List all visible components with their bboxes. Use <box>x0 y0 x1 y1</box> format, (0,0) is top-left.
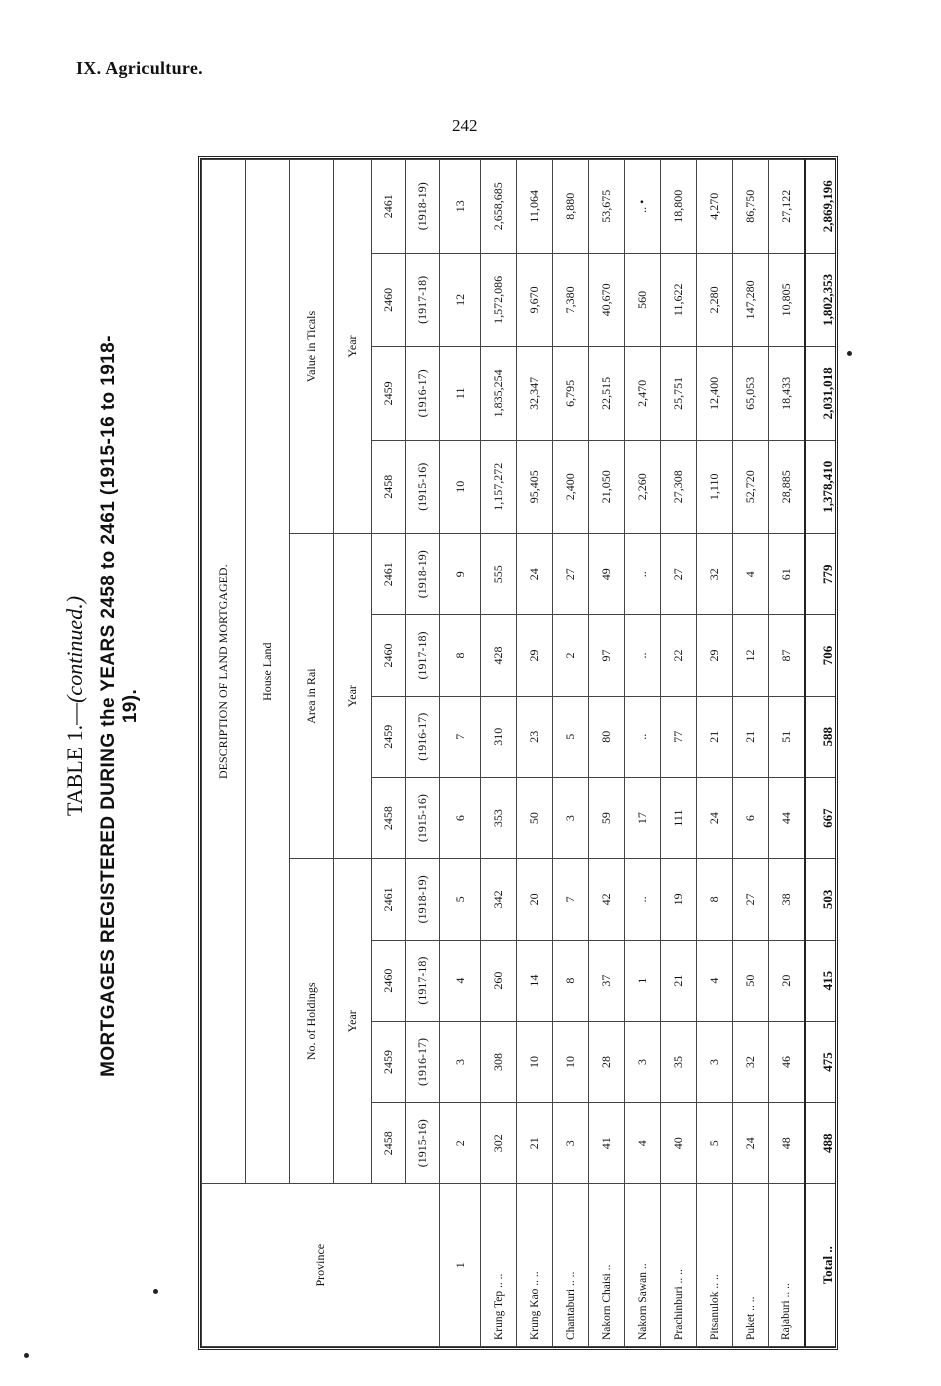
holdings-cell: 14 <box>517 940 553 1021</box>
value-cell: 2,658,685 <box>481 160 517 254</box>
holdings-cell: 302 <box>481 1103 517 1184</box>
value-year-ce: (1917-18) <box>406 253 440 346</box>
table-row <box>517 160 553 1347</box>
holdings-year-ce: (1917-18) <box>406 940 440 1021</box>
area-group-header: Area in Rai <box>290 534 334 859</box>
area-cell: 29 <box>697 615 733 696</box>
value-year-ce: (1918-19) <box>406 160 440 254</box>
value-cell: 8,880 <box>553 160 589 254</box>
holdings-cell: 21 <box>517 1103 553 1184</box>
area-year-ce: (1917-18) <box>406 615 440 696</box>
holdings-cell: 27 <box>733 859 769 940</box>
area-year-ce: (1915-16) <box>406 777 440 858</box>
holdings-cell: 19 <box>661 859 697 940</box>
value-cell: 4,270 <box>697 160 733 254</box>
value-cell: 560 <box>625 253 661 346</box>
value-cell: 95,405 <box>517 440 553 533</box>
area-cell: 27 <box>661 534 697 615</box>
caption-table-number: TABLE 1.— <box>62 702 87 817</box>
area-cell: 111 <box>661 777 697 858</box>
value-cell: 7,380 <box>553 253 589 346</box>
value-cell: 65,053 <box>733 347 769 440</box>
province-name: Chantaburi .. .. <box>553 1184 589 1347</box>
area-cell: 17 <box>625 777 661 858</box>
value-cell: 21,050 <box>589 440 625 533</box>
area-cell: 61 <box>769 534 805 615</box>
column-number: 1 <box>440 1184 481 1347</box>
mortgage-table <box>201 159 838 1347</box>
holdings-cell: 7 <box>553 859 589 940</box>
table-row <box>769 160 805 1347</box>
holdings-year-be: 2461 <box>372 859 406 940</box>
area-year-be: 2458 <box>372 777 406 858</box>
value-year-ce: (1916-17) <box>406 347 440 440</box>
value-cell: 86,750 <box>733 160 769 254</box>
value-cell: 2,260 <box>625 440 661 533</box>
table-row <box>625 160 661 1347</box>
area-cell: 428 <box>481 615 517 696</box>
value-cell: 9,670 <box>517 253 553 346</box>
column-number: 8 <box>440 615 481 696</box>
holdings-group-header: No. of Holdings <box>290 859 334 1184</box>
holdings-cell: 40 <box>661 1103 697 1184</box>
column-number: 6 <box>440 777 481 858</box>
value-cell: 22,515 <box>589 347 625 440</box>
area-cell: .. <box>625 534 661 615</box>
holdings-cell: 5 <box>697 1103 733 1184</box>
area-cell: 44 <box>769 777 805 858</box>
total-area-cell: 588 <box>805 696 839 777</box>
holdings-cell: 20 <box>517 859 553 940</box>
total-holdings-cell: 503 <box>805 859 839 940</box>
province-name: Nakorn Sawan .. <box>625 1184 661 1347</box>
area-year-ce: (1916-17) <box>406 696 440 777</box>
section-heading: IX. Agriculture. <box>76 58 203 78</box>
total-value-cell: 1,802,353 <box>805 253 839 346</box>
area-cell: 49 <box>589 534 625 615</box>
column-number: 3 <box>440 1021 481 1102</box>
value-cell: 53,675 <box>589 160 625 254</box>
value-cell: 1,572,086 <box>481 253 517 346</box>
value-cell: 28,885 <box>769 440 805 533</box>
total-label: Total .. <box>805 1184 839 1347</box>
value-cell: 6,795 <box>553 347 589 440</box>
area-year-label: Year <box>334 534 372 859</box>
value-year-be: 2459 <box>372 347 406 440</box>
holdings-cell: 50 <box>733 940 769 1021</box>
column-number: 13 <box>440 160 481 254</box>
holdings-cell: 308 <box>481 1021 517 1102</box>
description-header: DESCRIPTION OF LAND MORTGAGED. <box>202 160 246 1184</box>
province-name: Nakorn Chaisi .. <box>589 1184 625 1347</box>
table-caption <box>62 326 142 1086</box>
holdings-year-ce: (1916-17) <box>406 1021 440 1102</box>
area-cell: .. <box>625 696 661 777</box>
value-cell: 10,805 <box>769 253 805 346</box>
province-name: Puket .. .. <box>733 1184 769 1347</box>
caption-continued: (continued.) <box>62 595 87 703</box>
province-name: Rajaburi .. .. <box>769 1184 805 1347</box>
value-cell: 2,280 <box>697 253 733 346</box>
house-land-header: House Land <box>246 160 290 1184</box>
area-cell: .. <box>625 615 661 696</box>
value-group-header: Value in Ticals <box>290 160 334 534</box>
column-number: 5 <box>440 859 481 940</box>
holdings-cell: 41 <box>589 1103 625 1184</box>
province-name: Krung Kao .. .. <box>517 1184 553 1347</box>
total-value-cell: 1,378,410 <box>805 440 839 533</box>
value-cell: 18,800 <box>661 160 697 254</box>
value-cell: 11,064 <box>517 160 553 254</box>
page-number: 242 <box>452 116 478 135</box>
total-holdings-cell: 488 <box>805 1103 839 1184</box>
value-year-label: Year <box>334 160 372 534</box>
area-cell: 77 <box>661 696 697 777</box>
holdings-year-ce: (1915-16) <box>406 1103 440 1184</box>
table-row <box>553 160 589 1347</box>
value-cell: 11,622 <box>661 253 697 346</box>
area-cell: 23 <box>517 696 553 777</box>
area-cell: 21 <box>697 696 733 777</box>
value-cell: 2,470 <box>625 347 661 440</box>
holdings-year-be: 2460 <box>372 940 406 1021</box>
province-name: Krung Tep .. .. <box>481 1184 517 1347</box>
caption-line-1 <box>62 326 88 1086</box>
holdings-cell: 35 <box>661 1021 697 1102</box>
area-cell: 59 <box>589 777 625 858</box>
holdings-cell: 38 <box>769 859 805 940</box>
area-cell: 24 <box>697 777 733 858</box>
area-cell: 4 <box>733 534 769 615</box>
total-area-cell: 667 <box>805 777 839 858</box>
value-cell: 12,400 <box>697 347 733 440</box>
value-year-be: 2461 <box>372 160 406 254</box>
holdings-year-label: Year <box>334 859 372 1184</box>
rotated-table <box>201 159 835 1347</box>
value-cell: 147,280 <box>733 253 769 346</box>
province-header: Province <box>202 1184 440 1347</box>
area-cell: 21 <box>733 696 769 777</box>
holdings-cell: 10 <box>553 1021 589 1102</box>
total-holdings-cell: 415 <box>805 940 839 1021</box>
value-cell: 40,670 <box>589 253 625 346</box>
table-frame <box>198 156 838 1350</box>
holdings-cell: 8 <box>553 940 589 1021</box>
column-number: 7 <box>440 696 481 777</box>
margin-dot <box>153 1289 158 1294</box>
area-cell: 555 <box>481 534 517 615</box>
area-cell: 80 <box>589 696 625 777</box>
area-cell: 50 <box>517 777 553 858</box>
area-cell: 353 <box>481 777 517 858</box>
total-area-cell: 706 <box>805 615 839 696</box>
value-cell: 32,347 <box>517 347 553 440</box>
table-row <box>733 160 769 1347</box>
column-number: 4 <box>440 940 481 1021</box>
area-cell: 3 <box>553 777 589 858</box>
area-cell: 6 <box>733 777 769 858</box>
area-cell: 97 <box>589 615 625 696</box>
area-year-be: 2460 <box>372 615 406 696</box>
holdings-cell: 24 <box>733 1103 769 1184</box>
holdings-cell: 20 <box>769 940 805 1021</box>
area-cell: 87 <box>769 615 805 696</box>
holdings-cell: .. <box>625 859 661 940</box>
value-cell: 1,110 <box>697 440 733 533</box>
value-cell: 52,720 <box>733 440 769 533</box>
holdings-cell: 3 <box>553 1103 589 1184</box>
holdings-cell: 21 <box>661 940 697 1021</box>
province-name: Prachinburi .. .. <box>661 1184 697 1347</box>
value-cell: 1,835,254 <box>481 347 517 440</box>
value-cell: 2,400 <box>553 440 589 533</box>
holdings-cell: 4 <box>697 940 733 1021</box>
holdings-year-ce: (1918-19) <box>406 859 440 940</box>
holdings-cell: 42 <box>589 859 625 940</box>
total-row <box>805 160 839 1347</box>
value-cell: 25,751 <box>661 347 697 440</box>
total-holdings-cell: 475 <box>805 1021 839 1102</box>
value-year-be: 2460 <box>372 253 406 346</box>
column-number: 12 <box>440 253 481 346</box>
caption-line-2: MORTGAGES REGISTERED DURING the YEARS 2458 to 2461 (1915-16 to 1918-19). <box>98 335 141 1077</box>
value-cell: 27,308 <box>661 440 697 533</box>
table-row <box>589 160 625 1347</box>
table-row <box>661 160 697 1347</box>
column-number: 10 <box>440 440 481 533</box>
holdings-year-be: 2458 <box>372 1103 406 1184</box>
area-cell: 5 <box>553 696 589 777</box>
value-cell: 18,433 <box>769 347 805 440</box>
area-cell: 27 <box>553 534 589 615</box>
area-cell: 24 <box>517 534 553 615</box>
holdings-cell: 1 <box>625 940 661 1021</box>
holdings-year-be: 2459 <box>372 1021 406 1102</box>
total-value-cell: 2,869,196 <box>805 160 839 254</box>
area-cell: 310 <box>481 696 517 777</box>
holdings-cell: 37 <box>589 940 625 1021</box>
value-cell: .. • <box>625 160 661 254</box>
holdings-cell: 28 <box>589 1021 625 1102</box>
total-value-cell: 2,031,018 <box>805 347 839 440</box>
table-row <box>697 160 733 1347</box>
table-row <box>481 160 517 1347</box>
area-cell: 12 <box>733 615 769 696</box>
holdings-cell: 48 <box>769 1103 805 1184</box>
column-number: 9 <box>440 534 481 615</box>
holdings-cell: 46 <box>769 1021 805 1102</box>
province-name: Pitsanulok .. .. <box>697 1184 733 1347</box>
value-year-ce: (1915-16) <box>406 440 440 533</box>
holdings-cell: 8 <box>697 859 733 940</box>
area-year-be: 2461 <box>372 534 406 615</box>
value-cell: 27,122 <box>769 160 805 254</box>
holdings-cell: 4 <box>625 1103 661 1184</box>
holdings-cell: 260 <box>481 940 517 1021</box>
area-year-be: 2459 <box>372 696 406 777</box>
margin-dot <box>24 1353 29 1358</box>
value-cell: 1,157,272 <box>481 440 517 533</box>
area-year-ce: (1918-19) <box>406 534 440 615</box>
area-cell: 32 <box>697 534 733 615</box>
total-area-cell: 779 <box>805 534 839 615</box>
holdings-cell: 3 <box>625 1021 661 1102</box>
holdings-cell: 32 <box>733 1021 769 1102</box>
holdings-cell: 10 <box>517 1021 553 1102</box>
area-cell: 2 <box>553 615 589 696</box>
holdings-cell: 3 <box>697 1021 733 1102</box>
area-cell: 22 <box>661 615 697 696</box>
column-number: 11 <box>440 347 481 440</box>
holdings-cell: 342 <box>481 859 517 940</box>
value-year-be: 2458 <box>372 440 406 533</box>
column-number: 2 <box>440 1103 481 1184</box>
margin-dot <box>847 351 852 356</box>
area-cell: 29 <box>517 615 553 696</box>
area-cell: 51 <box>769 696 805 777</box>
